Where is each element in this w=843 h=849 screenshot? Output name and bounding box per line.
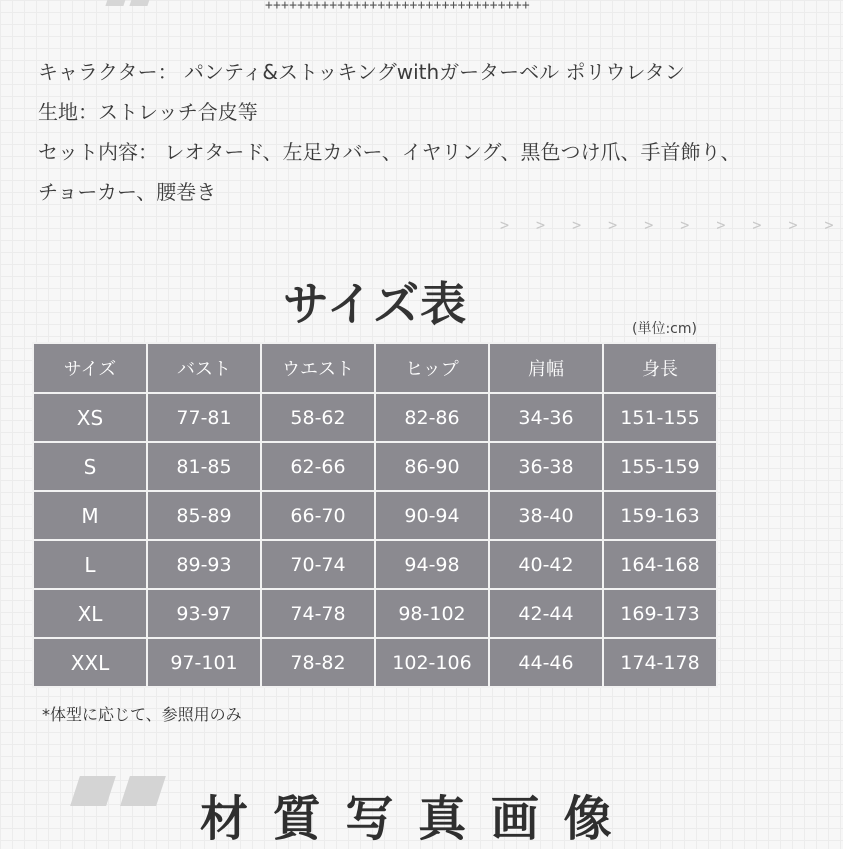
header-bust: バスト: [147, 343, 261, 393]
unit-label: (単位:cm): [632, 321, 697, 337]
cell-size: S: [33, 442, 147, 491]
cell-waist: 62-66: [261, 442, 375, 491]
cell-shoulder: 42-44: [489, 589, 603, 638]
cell-height: 164-168: [603, 540, 717, 589]
cell-hip: 86-90: [375, 442, 489, 491]
cell-height: 169-173: [603, 589, 717, 638]
fabric-line: 生地：ストレッチ合皮等: [38, 100, 258, 124]
cell-height: 174-178: [603, 638, 717, 687]
cell-size: XL: [33, 589, 147, 638]
cell-hip: 98-102: [375, 589, 489, 638]
cell-shoulder: 34-36: [489, 393, 603, 442]
cell-size: L: [33, 540, 147, 589]
cell-bust: 93-97: [147, 589, 261, 638]
header-waist: ウエスト: [261, 343, 375, 393]
cell-waist: 70-74: [261, 540, 375, 589]
cell-height: 151-155: [603, 393, 717, 442]
size-table-title: サイズ表: [282, 277, 468, 331]
cell-shoulder: 38-40: [489, 491, 603, 540]
cell-bust: 77-81: [147, 393, 261, 442]
cell-height: 155-159: [603, 442, 717, 491]
table-row: [33, 442, 717, 491]
cell-waist: 74-78: [261, 589, 375, 638]
size-table: [32, 342, 718, 688]
cell-shoulder: 44-46: [489, 638, 603, 687]
cell-waist: 66-70: [261, 491, 375, 540]
next-section-title: 材 質 写 真 画 像: [200, 791, 616, 847]
cell-bust: 81-85: [147, 442, 261, 491]
quote-mark-decoration-top: [108, 0, 154, 6]
table-row: [33, 540, 717, 589]
cell-size: XXL: [33, 638, 147, 687]
header-shoulder: 肩幅: [489, 343, 603, 393]
cell-bust: 85-89: [147, 491, 261, 540]
cell-size: M: [33, 491, 147, 540]
cell-hip: 102-106: [375, 638, 489, 687]
set-contents-line: セット内容： レオタード、左足カバー、イヤリング、黒色つけ爪、手首飾り、: [38, 140, 741, 164]
table-header-row: [33, 343, 717, 393]
cell-bust: 97-101: [147, 638, 261, 687]
table-row: [33, 393, 717, 442]
cell-bust: 89-93: [147, 540, 261, 589]
table-row: [33, 491, 717, 540]
table-row: [33, 638, 717, 687]
cell-height: 159-163: [603, 491, 717, 540]
header-height: 身長: [603, 343, 717, 393]
cell-shoulder: 40-42: [489, 540, 603, 589]
character-line: キャラクター： パンティ&ストッキングwithガーターベル ポリウレタン: [38, 60, 685, 84]
cell-hip: 82-86: [375, 393, 489, 442]
set-contents-line-cont: チョーカー、腰巻き: [38, 180, 217, 204]
cell-hip: 90-94: [375, 491, 489, 540]
cell-hip: 94-98: [375, 540, 489, 589]
plus-row-decoration: +++++++++++++++++++++++++++++++++: [265, 0, 530, 13]
chevron-row-decoration: > > > > > > > > > >: [500, 216, 843, 234]
header-hip: ヒップ: [375, 343, 489, 393]
header-size: サイズ: [33, 343, 147, 393]
cell-waist: 58-62: [261, 393, 375, 442]
table-row: [33, 589, 717, 638]
cell-size: XS: [33, 393, 147, 442]
size-note: *体型に応じて、参照用のみ: [42, 705, 242, 724]
cell-waist: 78-82: [261, 638, 375, 687]
quote-mark-decoration-bottom: [75, 776, 170, 806]
product-info: [38, 52, 741, 212]
cell-shoulder: 36-38: [489, 442, 603, 491]
